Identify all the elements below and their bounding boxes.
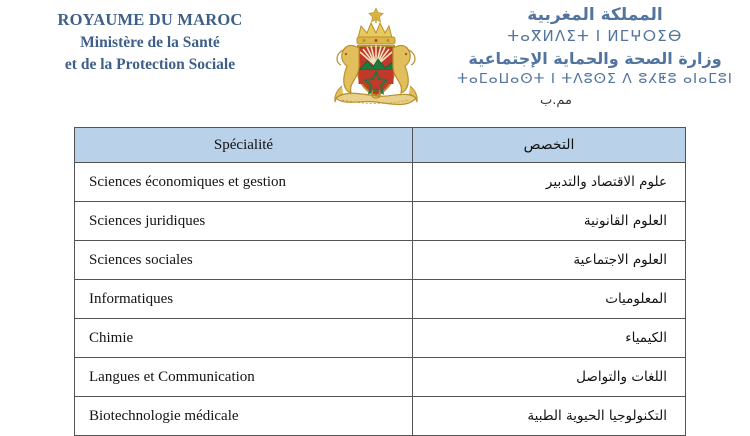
ministry-title-ar: وزارة الصحة والحماية الإجتماعية [468, 48, 722, 68]
table-row [75, 241, 686, 280]
kingdom-title-fr: ROYAUME DU MAROC [57, 10, 243, 29]
table-header-row [75, 128, 686, 163]
coat-of-arms-icon [318, 2, 434, 118]
table-row [75, 202, 686, 241]
cell-speciality-fr: Langues et Communication [75, 358, 413, 397]
cell-speciality-fr: Biotechnologie médicale [75, 397, 413, 436]
kingdom-title-ar: المملكة المغربية [527, 5, 663, 25]
specialities-table [74, 127, 686, 436]
ministry-title-fr-line2: et de la Protection Sociale [64, 56, 236, 74]
table-row [75, 397, 686, 436]
letterhead [0, 0, 750, 122]
column-header-speciality-fr: Spécialité [75, 128, 413, 163]
table-head [75, 128, 686, 163]
cell-speciality-fr: Sciences juridiques [75, 202, 413, 241]
cell-speciality-fr: Informatiques [75, 280, 413, 319]
ministry-title-tifinagh: ⵜⴰⵎⴰⵡⴰⵙⵜ ⵏ ⵜⴷⵓⵙⵉ ⴷ ⵓⵃⵟⵓ ⴰⵏⴰⵎⵓⵏ [457, 71, 733, 88]
table-row [75, 358, 686, 397]
letterhead-arabic-block [440, 4, 750, 109]
table-row [75, 280, 686, 319]
cell-speciality-ar: الكيمياء [413, 319, 686, 358]
cell-speciality-fr: Sciences économiques et gestion [75, 163, 413, 202]
cell-speciality-fr: Sciences sociales [75, 241, 413, 280]
cell-speciality-ar: العلوم الاجتماعية [413, 241, 686, 280]
cell-speciality-ar: علوم الاقتصاد والتدبير [413, 163, 686, 202]
table-row [75, 319, 686, 358]
column-header-speciality-ar: التخصص [413, 128, 686, 163]
ministry-title-fr-line1: Ministère de la Santé [80, 33, 220, 51]
cell-speciality-ar: العلوم القانونية [413, 202, 686, 241]
cell-speciality-fr: Chimie [75, 319, 413, 358]
stamp-mark: مم.ب [540, 92, 572, 108]
cell-speciality-ar: التكنولوجيا الحيوية الطبية [413, 397, 686, 436]
table-body [75, 163, 686, 436]
table-row [75, 163, 686, 202]
kingdom-title-tifinagh: ⵜⴰⴳⵍⴷⵉⵜ ⵏ ⵍⵎⵖⵔⵉⴱ [507, 27, 683, 46]
cell-speciality-ar: اللغات والتواصل [413, 358, 686, 397]
cell-speciality-ar: المعلوميات [413, 280, 686, 319]
letterhead-french-block [0, 8, 300, 77]
